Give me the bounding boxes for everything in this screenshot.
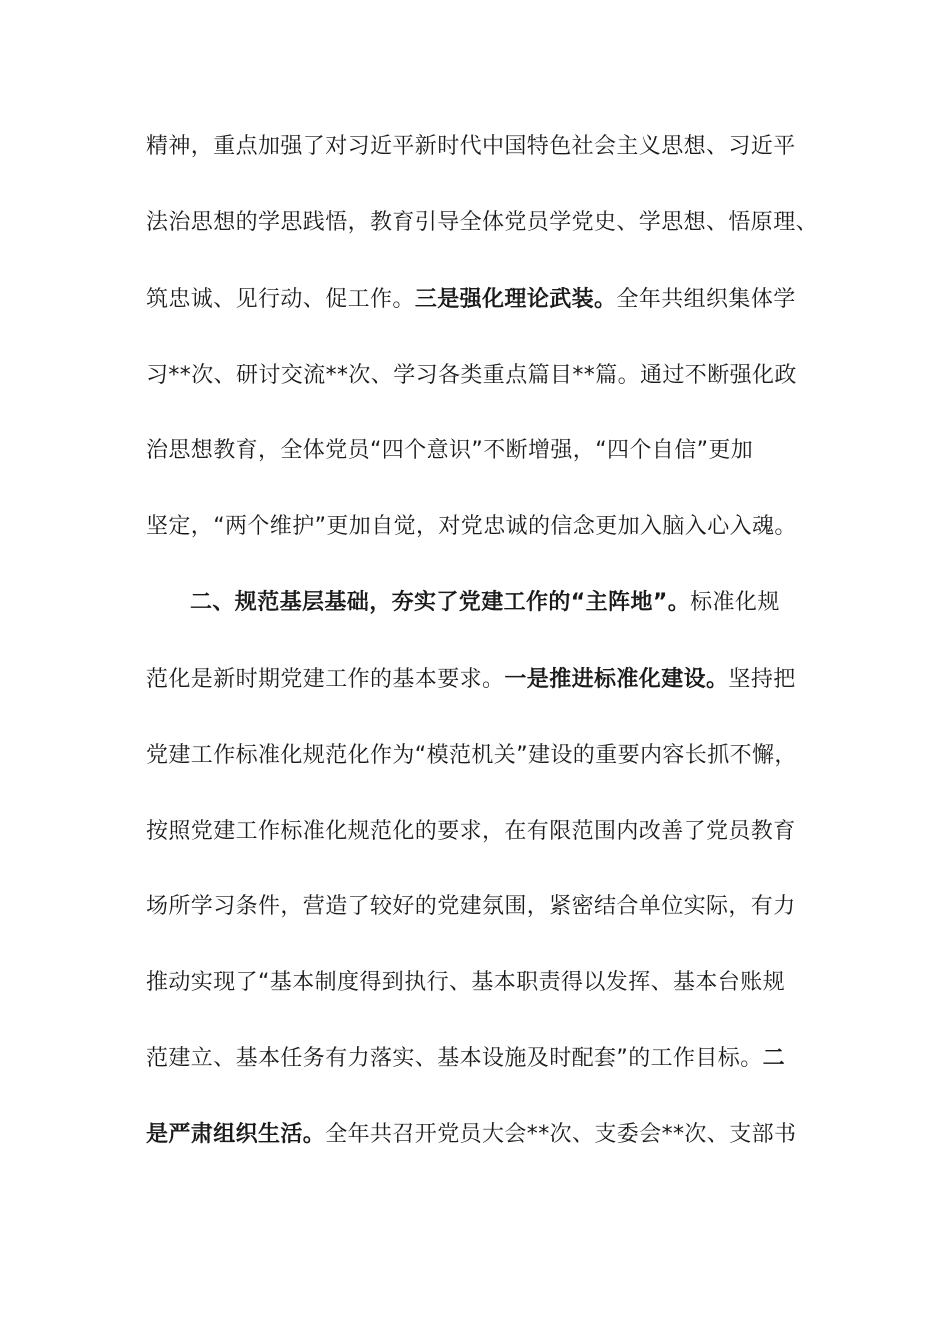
text-run: 范建立、基本任务有力落实、基本设施及时配套”的工作目标。 xyxy=(146,1046,763,1071)
text-line xyxy=(146,280,836,320)
text-run: 全年共组织集体学 xyxy=(616,287,796,312)
text-line xyxy=(146,203,836,243)
text-line xyxy=(146,127,836,167)
text-run: 标准化规 xyxy=(690,590,780,615)
bold-run: 二、规范基层基础，夯实了党建工作的“主阵地”。 xyxy=(190,590,691,615)
bold-run: 三是强化理论武装。 xyxy=(414,287,617,312)
text-run: 范化是新时期党建工作的基本要求。 xyxy=(146,667,505,692)
text-run: 按照党建工作标准化规范化的要求，在有限范围内改善了党员教育 xyxy=(146,819,796,844)
text-run: 党建工作标准化规范化作为“模范机关”建设的重要内容长抓不懈， xyxy=(146,743,797,768)
text-line xyxy=(146,507,836,547)
bold-run: 是严肃组织生活。 xyxy=(146,1122,326,1147)
text-line xyxy=(146,963,836,1003)
text-line xyxy=(146,431,836,471)
text-line xyxy=(146,660,836,700)
text-line xyxy=(146,812,836,852)
text-run: 法治思想的学思践悟，教育引导全体党员学党史、学思想、悟原理、 xyxy=(146,210,819,235)
text-run: 坚持把 xyxy=(728,667,796,692)
bold-run: 二 xyxy=(762,1046,786,1071)
text-line xyxy=(146,887,836,927)
text-line xyxy=(190,583,840,623)
text-line xyxy=(146,736,836,776)
text-run: 筑忠诚、见行动、促工作。 xyxy=(146,287,415,312)
text-run: 推动实现了“基本制度得到执行、基本职责得以发挥、基本台账规 xyxy=(146,970,785,995)
text-run: 场所学习条件，营造了较好的党建氛围，紧密结合单位实际，有力 xyxy=(146,894,796,919)
text-line xyxy=(146,1039,836,1079)
text-line xyxy=(146,356,836,396)
text-run: 全年共召开党员大会**次、支委会**次、支部书 xyxy=(325,1122,797,1147)
bold-run: 一是推进标准化建设。 xyxy=(504,667,729,692)
text-line xyxy=(146,1115,836,1155)
text-run: 精神，重点加强了对习近平新时代中国特色社会主义思想、习近平 xyxy=(146,134,796,159)
text-run: 治思想教育，全体党员“四个意识”不断增强，“四个自信”更加 xyxy=(146,438,754,463)
text-run: 坚定，“两个维护”更加自觉，对党忠诚的信念更加入脑入心入魂。 xyxy=(146,514,797,539)
text-run: 习**次、研讨交流**次、学习各类重点篇目**篇。通过不断强化政 xyxy=(146,363,797,388)
